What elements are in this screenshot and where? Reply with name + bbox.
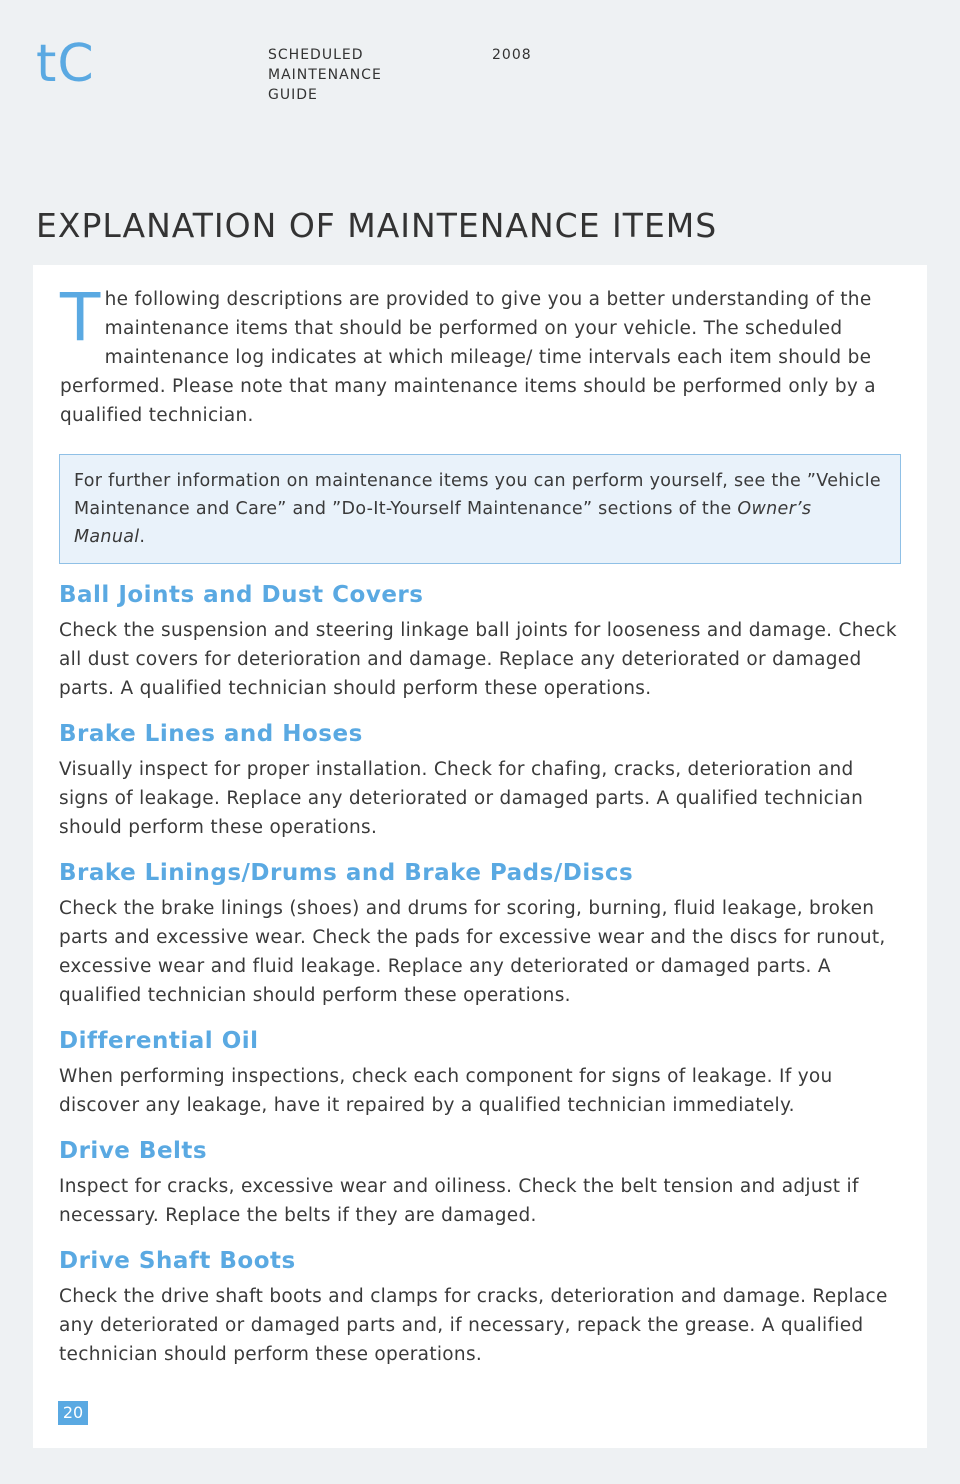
guide-line-1: SCHEDULED xyxy=(268,47,364,63)
dropcap: T xyxy=(60,279,101,356)
section-body: Check the drive shaft boots and clamps for cracks, deterioration and damage. Replace any deteriorated or damaged parts and, if necessary, repack the grease. A qualified technician should perform these operations. xyxy=(59,1286,888,1365)
guide-label xyxy=(268,45,382,105)
section-title: Drive Shaft Boots xyxy=(59,1248,296,1274)
note-text: For further information on maintenance items you can perform yourself, see the ”Vehicle Maintenance and Care” and ”Do-It-Yourself Maintenance” sections of the xyxy=(74,471,881,519)
guide-line-2: MAINTENANCE xyxy=(268,67,382,83)
section-ball-joints xyxy=(59,576,899,703)
info-note-box xyxy=(59,454,901,564)
content-panel xyxy=(33,265,927,1448)
section-title: Ball Joints and Dust Covers xyxy=(59,582,424,608)
section-title: Brake Linings/Drums and Brake Pads/Discs xyxy=(59,860,634,886)
note-end: . xyxy=(139,527,146,547)
section-body: Check the suspension and steering linkage ball joints for looseness and damage. Check all dust covers for deterioration and damage. Replace any deteriorated or damaged parts. A qualified technician should perform these operations. xyxy=(59,620,897,699)
section-title: Differential Oil xyxy=(59,1028,259,1054)
maintenance-sections xyxy=(59,576,899,1381)
note-manual-reference: Owner’s Manual xyxy=(74,499,812,547)
section-body: Visually inspect for proper installation. Check for chafing, cracks, deterioration and signs of leakage. Replace any deteriorated or damaged parts. A qualified technician should perform these operations. xyxy=(59,759,864,838)
section-drive-belts xyxy=(59,1132,899,1230)
section-brake-lines xyxy=(59,715,899,842)
section-title: Drive Belts xyxy=(59,1138,208,1164)
section-title: Brake Lines and Hoses xyxy=(59,721,363,747)
tc-logo: tC xyxy=(36,34,95,94)
page-number: 20 xyxy=(58,1401,88,1425)
guide-line-3: GUIDE xyxy=(268,87,318,103)
section-body: When performing inspections, check each component for signs of leakage. If you discover any leakage, have it repaired by a qualified technician immediately. xyxy=(59,1066,833,1116)
section-body: Inspect for cracks, excessive wear and oiliness. Check the belt tension and adjust if necessary. Replace the belts if they are damaged. xyxy=(59,1176,859,1226)
page-title: EXPLANATION OF MAINTENANCE ITEMS xyxy=(36,206,718,245)
section-body: Check the brake linings (shoes) and drums for scoring, burning, fluid leakage, broken parts and excessive wear. Check the pads for excessive wear and the discs for runout, excessive wear and fluid leakage. Replace any deteriorated or damaged parts. A qualified technician should perform these operations. xyxy=(59,898,886,1006)
intro-text: he following descriptions are provided to give you a better understanding of the maintenance items that should be performed on your vehicle. The scheduled maintenance log indicates at which mileage/ time intervals each item should be performed. Please note that many maintenance items should be performed only by a qualified technician. xyxy=(60,289,876,426)
section-drive-shaft-boots xyxy=(59,1242,899,1369)
section-brake-linings xyxy=(59,854,899,1010)
intro-paragraph xyxy=(60,279,890,430)
section-differential-oil xyxy=(59,1022,899,1120)
model-year: 2008 xyxy=(492,47,532,63)
